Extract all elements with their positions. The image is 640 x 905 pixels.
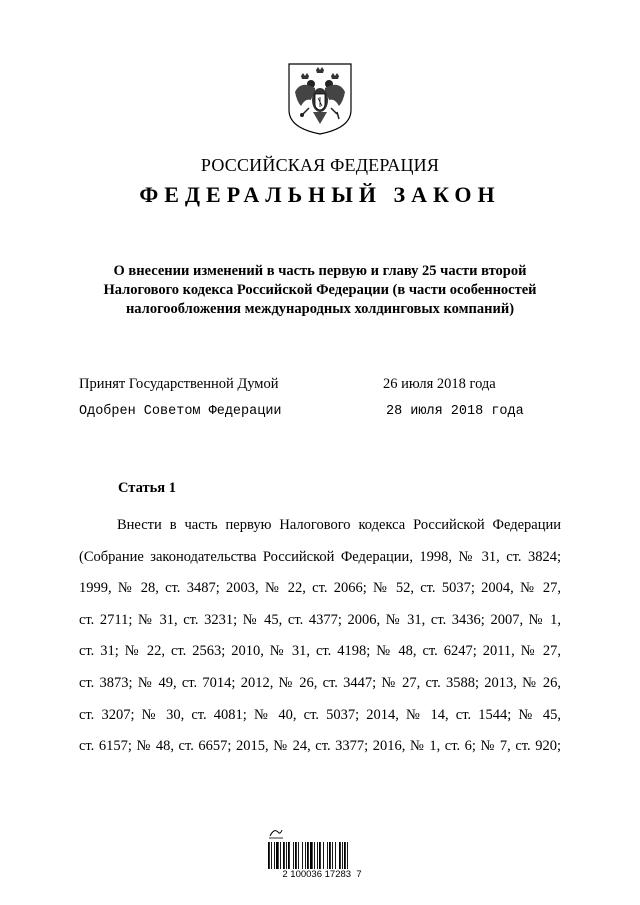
barcode-icon xyxy=(267,842,373,872)
country-name: РОССИЙСКАЯ ФЕДЕРАЦИЯ xyxy=(200,155,440,175)
article-text-line: Внести в часть первую Налогового кодекса Российской Федерации xyxy=(117,517,561,533)
article-body xyxy=(79,513,561,766)
council-approval-label: Одобрен Советом Федерации xyxy=(79,404,282,419)
article-text-line: ст. 3873; № 49, ст. 7014; 2012, № 26, ст. 3447; № 27, ст. 3588; 2013, № 26, xyxy=(79,674,561,691)
article-text-line: (Собрание законодательства Российской Федерации, 1998, № 31, ст. 3824; xyxy=(79,548,561,565)
law-title-line: налогообложения международных холдинговых компаний) xyxy=(125,301,515,317)
article-text-line: 1999, № 28, ст. 3487; 2003, № 22, ст. 2066; № 52, ст. 5037; 2004, № 27, xyxy=(79,580,561,597)
barcode-number: 2 100036 17283 7 xyxy=(282,869,362,880)
council-approval-date: 28 июля 2018 года xyxy=(386,404,524,419)
law-title-line: О внесении изменений в часть первую и главу 25 части второй xyxy=(113,263,527,279)
article-text-line: ст. 6157; № 48, ст. 6657; 2015, № 24, ст. 3377; 2016, № 1, ст. 6; № 7, ст. 920; xyxy=(79,738,561,755)
law-title-line: Налогового кодекса Российской Федерации (в части особенностей xyxy=(103,282,537,298)
article-text-line: ст. 2711; № 31, ст. 3231; № 45, ст. 4377; 2006, № 31, ст. 3436; 2007, № 1, xyxy=(79,611,561,628)
state-emblem-icon xyxy=(287,62,353,136)
article-heading: Статья 1 xyxy=(118,480,176,496)
article-text-line: ст. 31; № 22, ст. 2563; 2010, № 31, ст. 4198; № 48, ст. 6247; 2011, № 27, xyxy=(79,643,561,660)
duma-adoption-label: Принят Государственной Думой xyxy=(79,376,279,392)
registration-stamp-icon xyxy=(268,826,284,840)
article-text-line: ст. 3207; № 30, ст. 4081; № 40, ст. 5037; 2014, № 14, ст. 1544; № 45, xyxy=(79,706,561,723)
duma-adoption-date: 26 июля 2018 года xyxy=(383,376,496,392)
law-title xyxy=(60,262,580,319)
document-type: ФЕДЕРАЛЬНЫЙ ЗАКОН xyxy=(139,182,501,207)
